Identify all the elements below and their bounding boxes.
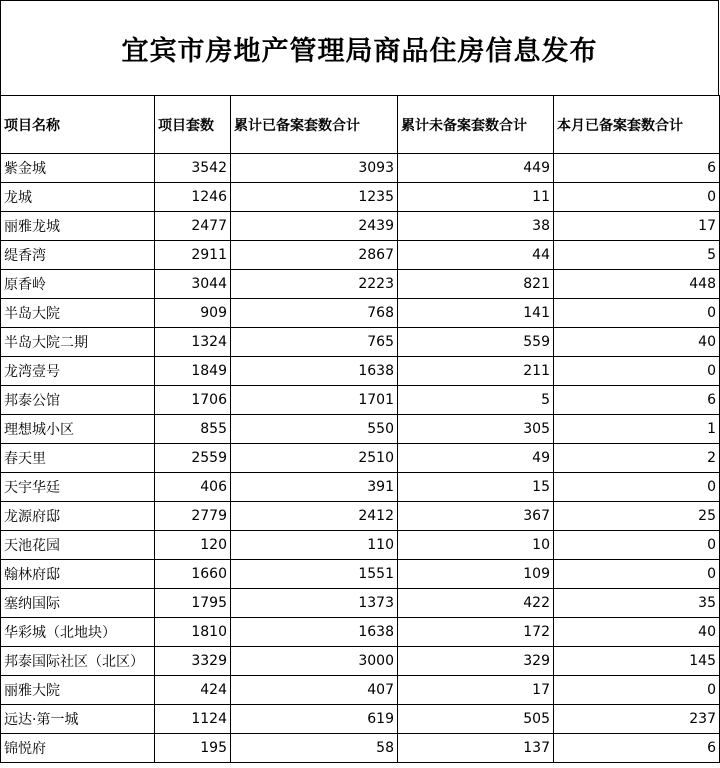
cumulative-filed-cell: 550 — [231, 415, 398, 444]
project-units-cell: 1246 — [155, 183, 231, 212]
project-units-cell: 120 — [155, 531, 231, 560]
cumulative-unfiled-cell: 449 — [398, 154, 554, 183]
table-row — [1, 647, 720, 676]
cumulative-filed-cell: 2867 — [231, 241, 398, 270]
cumulative-filed-cell: 1551 — [231, 560, 398, 589]
month-filed-cell: 6 — [554, 734, 720, 763]
table-row — [1, 618, 720, 647]
table-row — [1, 444, 720, 473]
project-units-cell: 1124 — [155, 705, 231, 734]
project-name-cell: 缇香湾 — [1, 241, 155, 270]
month-filed-cell: 0 — [554, 560, 720, 589]
table-row — [1, 212, 720, 241]
project-name-cell: 邦泰国际社区（北区） — [1, 647, 155, 676]
project-units-cell: 406 — [155, 473, 231, 502]
project-units-cell: 2477 — [155, 212, 231, 241]
cumulative-unfiled-cell: 505 — [398, 705, 554, 734]
month-filed-cell: 237 — [554, 705, 720, 734]
table-row — [1, 531, 720, 560]
table-row — [1, 299, 720, 328]
month-filed-cell: 0 — [554, 676, 720, 705]
table-row — [1, 154, 720, 183]
month-filed-cell: 2 — [554, 444, 720, 473]
month-filed-cell: 0 — [554, 531, 720, 560]
cumulative-unfiled-cell: 821 — [398, 270, 554, 299]
cumulative-unfiled-cell: 141 — [398, 299, 554, 328]
table-body — [1, 154, 720, 763]
project-name-cell: 龙源府邸 — [1, 502, 155, 531]
project-name-cell: 锦悦府 — [1, 734, 155, 763]
month-filed-cell: 40 — [554, 328, 720, 357]
cumulative-unfiled-cell: 17 — [398, 676, 554, 705]
project-name-cell: 邦泰公馆 — [1, 386, 155, 415]
month-filed-cell: 1 — [554, 415, 720, 444]
project-units-cell: 2559 — [155, 444, 231, 473]
cumulative-unfiled-cell: 5 — [398, 386, 554, 415]
cumulative-filed-cell: 1701 — [231, 386, 398, 415]
month-filed-cell: 0 — [554, 299, 720, 328]
month-filed-cell: 35 — [554, 589, 720, 618]
cumulative-filed-cell: 765 — [231, 328, 398, 357]
month-filed-cell: 0 — [554, 357, 720, 386]
cumulative-filed-cell: 619 — [231, 705, 398, 734]
cumulative-filed-cell: 3000 — [231, 647, 398, 676]
cumulative-unfiled-cell: 329 — [398, 647, 554, 676]
month-filed-cell: 6 — [554, 154, 720, 183]
cumulative-unfiled-cell: 172 — [398, 618, 554, 647]
project-units-cell: 2779 — [155, 502, 231, 531]
project-name-cell: 原香岭 — [1, 270, 155, 299]
project-name-cell: 丽雅大院 — [1, 676, 155, 705]
month-filed-cell: 5 — [554, 241, 720, 270]
project-name-cell: 紫金城 — [1, 154, 155, 183]
cumulative-filed-cell: 1373 — [231, 589, 398, 618]
table-row — [1, 415, 720, 444]
header-project-units: 项目套数 — [155, 96, 231, 154]
header-row — [1, 96, 720, 154]
project-name-cell: 翰林府邸 — [1, 560, 155, 589]
project-units-cell: 1795 — [155, 589, 231, 618]
cumulative-unfiled-cell: 559 — [398, 328, 554, 357]
month-filed-cell: 6 — [554, 386, 720, 415]
table-row — [1, 705, 720, 734]
month-filed-cell: 25 — [554, 502, 720, 531]
cumulative-unfiled-cell: 137 — [398, 734, 554, 763]
cumulative-unfiled-cell: 38 — [398, 212, 554, 241]
table-row — [1, 183, 720, 212]
project-units-cell: 1706 — [155, 386, 231, 415]
cumulative-filed-cell: 391 — [231, 473, 398, 502]
table-row — [1, 270, 720, 299]
table-row — [1, 502, 720, 531]
project-name-cell: 理想城小区 — [1, 415, 155, 444]
month-filed-cell: 0 — [554, 473, 720, 502]
cumulative-filed-cell: 407 — [231, 676, 398, 705]
cumulative-unfiled-cell: 10 — [398, 531, 554, 560]
project-units-cell: 1660 — [155, 560, 231, 589]
cumulative-filed-cell: 768 — [231, 299, 398, 328]
project-name-cell: 半岛大院二期 — [1, 328, 155, 357]
table-row — [1, 734, 720, 763]
cumulative-unfiled-cell: 211 — [398, 357, 554, 386]
table-row — [1, 386, 720, 415]
project-units-cell: 1810 — [155, 618, 231, 647]
project-units-cell: 2911 — [155, 241, 231, 270]
project-units-cell: 1324 — [155, 328, 231, 357]
table-row — [1, 473, 720, 502]
project-units-cell: 3542 — [155, 154, 231, 183]
project-name-cell: 春天里 — [1, 444, 155, 473]
cumulative-unfiled-cell: 422 — [398, 589, 554, 618]
cumulative-unfiled-cell: 44 — [398, 241, 554, 270]
project-name-cell: 天宇华廷 — [1, 473, 155, 502]
header-month-filed: 本月已备案套数合计 — [554, 96, 720, 154]
table-row — [1, 676, 720, 705]
cumulative-unfiled-cell: 11 — [398, 183, 554, 212]
cumulative-filed-cell: 2412 — [231, 502, 398, 531]
cumulative-unfiled-cell: 367 — [398, 502, 554, 531]
project-name-cell: 塞纳国际 — [1, 589, 155, 618]
month-filed-cell: 145 — [554, 647, 720, 676]
table-row — [1, 357, 720, 386]
header-cumulative-filed: 累计已备案套数合计 — [231, 96, 398, 154]
project-name-cell: 半岛大院 — [1, 299, 155, 328]
project-name-cell: 龙城 — [1, 183, 155, 212]
month-filed-cell: 40 — [554, 618, 720, 647]
project-units-cell: 909 — [155, 299, 231, 328]
cumulative-filed-cell: 3093 — [231, 154, 398, 183]
project-name-cell: 华彩城（北地块） — [1, 618, 155, 647]
cumulative-filed-cell: 1638 — [231, 618, 398, 647]
cumulative-filed-cell: 2223 — [231, 270, 398, 299]
table-row — [1, 241, 720, 270]
cumulative-unfiled-cell: 15 — [398, 473, 554, 502]
project-units-cell: 1849 — [155, 357, 231, 386]
table-row — [1, 328, 720, 357]
project-units-cell: 424 — [155, 676, 231, 705]
table-row — [1, 560, 720, 589]
cumulative-filed-cell: 2510 — [231, 444, 398, 473]
cumulative-filed-cell: 1638 — [231, 357, 398, 386]
table-row — [1, 589, 720, 618]
cumulative-filed-cell: 58 — [231, 734, 398, 763]
project-name-cell: 天池花园 — [1, 531, 155, 560]
housing-info-table — [0, 95, 720, 763]
cumulative-unfiled-cell: 305 — [398, 415, 554, 444]
project-name-cell: 丽雅龙城 — [1, 212, 155, 241]
header-cumulative-unfiled: 累计未备案套数合计 — [398, 96, 554, 154]
cumulative-unfiled-cell: 49 — [398, 444, 554, 473]
project-units-cell: 855 — [155, 415, 231, 444]
cumulative-unfiled-cell: 109 — [398, 560, 554, 589]
cumulative-filed-cell: 110 — [231, 531, 398, 560]
month-filed-cell: 0 — [554, 183, 720, 212]
month-filed-cell: 17 — [554, 212, 720, 241]
project-units-cell: 3329 — [155, 647, 231, 676]
project-units-cell: 3044 — [155, 270, 231, 299]
month-filed-cell: 448 — [554, 270, 720, 299]
cumulative-filed-cell: 2439 — [231, 212, 398, 241]
project-name-cell: 远达·第一城 — [1, 705, 155, 734]
project-units-cell: 195 — [155, 734, 231, 763]
header-project-name: 项目名称 — [1, 96, 155, 154]
page-title: 宜宾市房地产管理局商品住房信息发布 — [0, 0, 719, 96]
project-name-cell: 龙湾壹号 — [1, 357, 155, 386]
cumulative-filed-cell: 1235 — [231, 183, 398, 212]
